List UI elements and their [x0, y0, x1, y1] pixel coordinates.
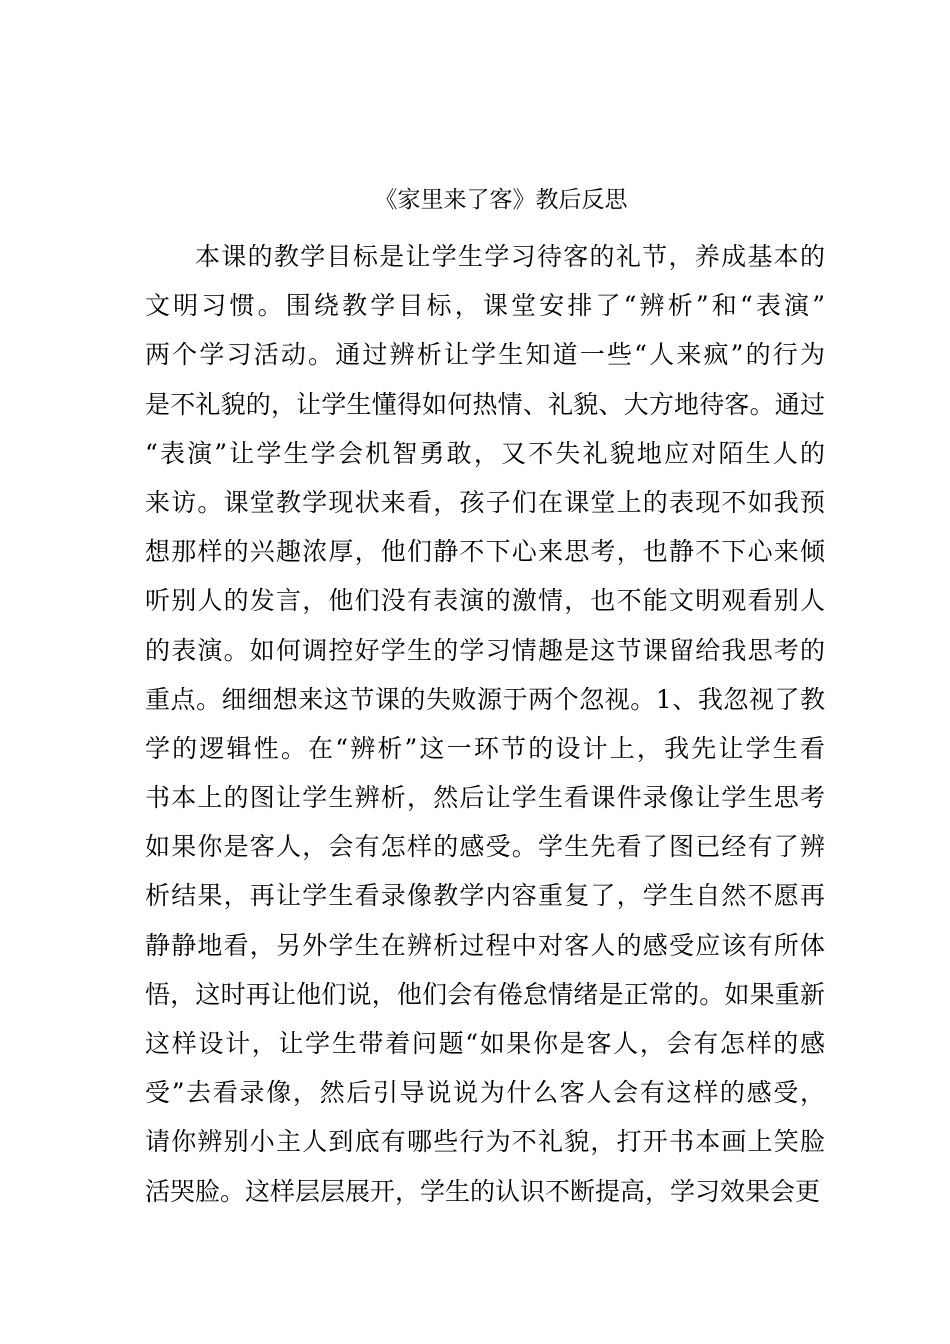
text-line: “表演”让学生学会机智勇敢，又不失礼貌地应对陌生人的: [145, 438, 825, 468]
text-line: 本课的教学目标是让学生学习待客的礼节，养成基本的: [195, 242, 825, 271]
text-line: 请你辨别小主人到底有哪些行为不礼貌，打开书本画上笑脸: [145, 1127, 825, 1157]
text-line: 是不礼貌的，让学生懂得如何热情、礼貌、大方地待客。通过: [145, 389, 825, 419]
text-line: 文明习惯。围绕教学目标，课堂安排了“辨析”和“表演”: [145, 291, 825, 321]
text-line: 如果你是客人，会有怎样的感受。学生先看了图已经有了辨: [145, 832, 825, 862]
text-line: 受”去看录像，然后引导说说为什么客人会有这样的感受，: [145, 1078, 825, 1108]
text-line: 重点。细细想来这节课的失败源于两个忽视。1、我忽视了教: [145, 684, 825, 714]
text-line: 悟，这时再让他们说，他们会有倦怠情绪是正常的。如果重新: [145, 979, 825, 1009]
text-line: 的表演。如何调控好学生的学习情趣是这节课留给我思考的: [145, 635, 825, 665]
document-body: [145, 232, 825, 1216]
text-line: 这样设计，让学生带着问题“如果你是客人，会有怎样的感: [145, 1029, 825, 1058]
text-line: 书本上的图让学生辨析，然后让学生看课件录像让学生思考: [145, 783, 825, 813]
text-line: 活哭脸。这样层层展开，学生的认识不断提高，学习效果会更: [145, 1176, 821, 1206]
text-line: 两个学习活动。通过辨析让学生知道一些“人来疯”的行为: [145, 340, 825, 370]
text-line: 静静地看，另外学生在辨析过程中对客人的感受应该有所体: [145, 930, 825, 960]
document-title: 《家里来了客》教后反思: [374, 187, 628, 213]
text-line: 学的逻辑性。在“辨析”这一环节的设计上，我先让学生看: [145, 733, 825, 763]
text-line: 来访。课堂教学现状来看，孩子们在课堂上的表现不如我预: [145, 487, 825, 517]
text-line: 析结果，再让学生看录像教学内容重复了，学生自然不愿再: [145, 881, 825, 911]
text-line: 想那样的兴趣浓厚，他们静不下心来思考，也静不下心来倾: [145, 537, 825, 567]
text-line: 听别人的发言，他们没有表演的激情，也不能文明观看别人: [145, 586, 825, 616]
